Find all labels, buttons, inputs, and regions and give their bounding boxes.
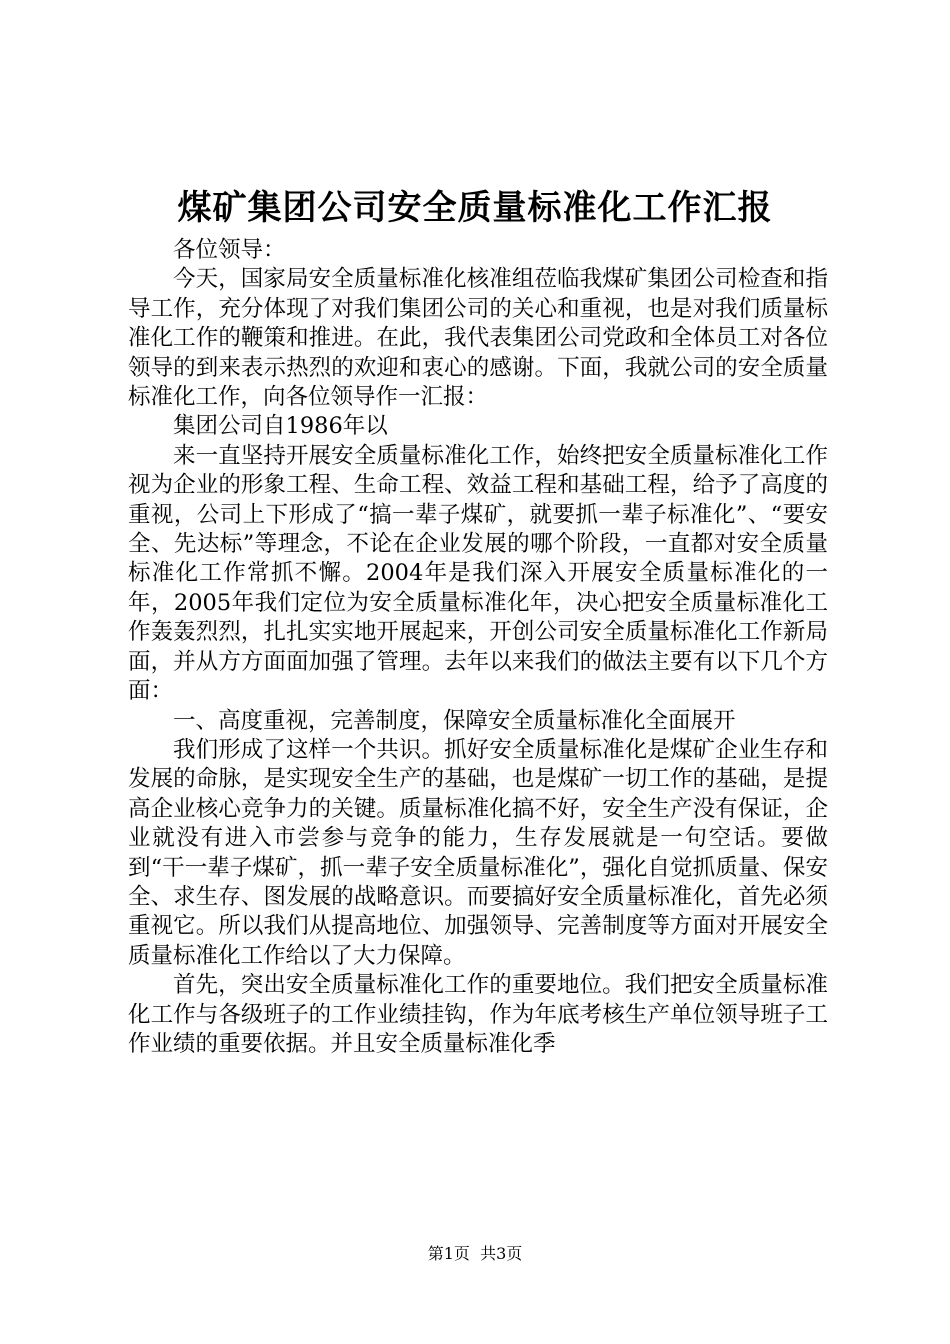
page-footer bbox=[0, 1242, 950, 1266]
paragraph: 来一直坚持开展安全质量标准化工作，始终把安全质量标准化工作视为企业的形象工程、生命工程、效益工程和基础工程，给予了高度的重视，公司上下形成了“搞一辈子煤矿，就要抓一辈子标准化”、“要安全、先达标”等理念，不论在企业发展的哪个阶段，一直都对安全质量标准化工作常抓不懈。2004年是我们深入开展安全质量标准化的一年，2005年我们定位为安全质量标准化年，决心把安全质量标准化工作轰轰烈烈，扎扎实实地开展起来，开创公司安全质量标准化工作新局面，并从方方面面加强了管理。去年以来我们的做法主要有以下几个方面： bbox=[128, 442, 828, 705]
paragraph: 我们形成了这样一个共识。抓好安全质量标准化是煤矿企业生存和发展的命脉，是实现安全生产的基础，也是煤矿一切工作的基础，是提高企业核心竞争力的关键。质量标准化搞不好，安全生产没有保证，企业就没有进入市尝参与竞争的能力，生存发展就是一句空话。要做到“干一辈子煤矿，抓一辈子安全质量标准化”，强化自觉抓质量、保安全、求生存、图发展的战略意识。而要搞好安全质量标准化，首先必须重视它。所以我们从提高地位、加强领导、完善制度等方面对开展安全质量标准化工作给以了大力保障。 bbox=[128, 736, 828, 969]
document-title: 煤矿集团公司安全质量标准化工作汇报 bbox=[177, 188, 773, 228]
page-total: 共3页 bbox=[480, 1244, 523, 1263]
section-heading: 一、高度重视，完善制度，保障安全质量标准化全面展开 bbox=[173, 707, 736, 734]
paragraph: 集团公司自1986年以 bbox=[173, 413, 388, 440]
document-body bbox=[128, 236, 828, 1059]
paragraph: 今天，国家局安全质量标准化核准组莅临我煤矿集团公司检查和指导工作，充分体现了对我们集团公司的关心和重视，也是对我们质量标准化工作的鞭策和推进。在此，我代表集团公司党政和全体员工对各位领导的到来表示热烈的欢迎和衷心的感谢。下面，我就公司的安全质量标准化工作，向各位领导作一汇报： bbox=[128, 266, 828, 411]
paragraph: 首先，突出安全质量标准化工作的重要地位。我们把安全质量标准化工作与各级班子的工作业绩挂钩，作为年底考核生产单位领导班子工作业绩的重要依据。并且安全质量标准化季 bbox=[128, 972, 828, 1057]
salutation: 各位领导： bbox=[173, 237, 286, 263]
page-number: 第1页 bbox=[427, 1244, 470, 1263]
